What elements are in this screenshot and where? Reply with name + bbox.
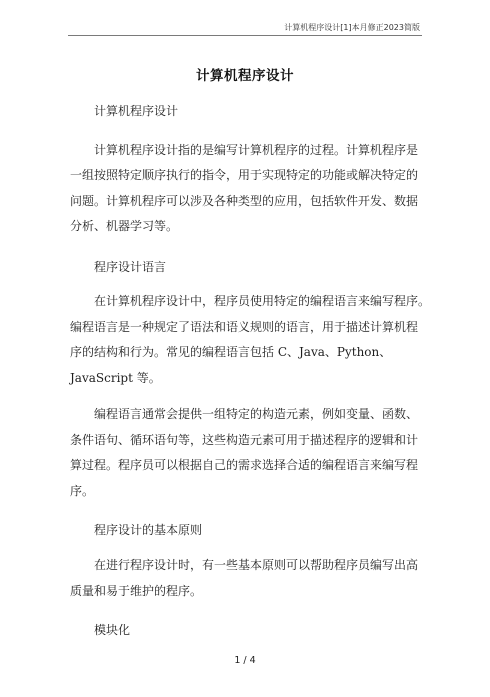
- running-header: 计算机程序设计[1]本月修正2023简版: [284, 23, 420, 32]
- section-heading-modularity: 模块化: [94, 623, 131, 637]
- paragraph-line: 在计算机程序设计中，程序员使用特定的编程语言来编写程序。: [94, 294, 431, 308]
- document-title: 计算机程序设计: [196, 68, 294, 84]
- paragraph-line: 序的结构和行为。常见的编程语言包括 C、Java、Python、: [70, 345, 392, 359]
- paragraph-line: 质量和易于维护的程序。: [70, 584, 203, 598]
- paragraph-line: 计算机程序设计指的是编写计算机程序的过程。计算机程序是: [94, 143, 419, 157]
- paragraph-line: 一组按照特定顺序执行的指令，用于实现特定的功能或解决特定的: [70, 168, 419, 182]
- section-heading-intro: 计算机程序设计: [94, 104, 179, 118]
- paragraph-line: 编程语言是一种规定了语法和语义规则的语言，用于描述计算机程: [70, 320, 419, 334]
- paragraph-line: 条件语句、循环语句等，这些构造元素可用于描述程序的逻辑和计: [70, 433, 419, 447]
- paragraph-line: 序。: [70, 484, 95, 498]
- header-divider: [68, 35, 422, 36]
- paragraph-line: 算过程。程序员可以根据自己的需求选择合适的编程语言来编写程: [70, 458, 419, 472]
- paragraph-line: 分析、机器学习等。: [70, 219, 179, 233]
- section-heading-languages: 程序设计语言: [94, 260, 167, 274]
- section-heading-principles: 程序设计的基本原则: [94, 523, 203, 537]
- paragraph-line: 编程语言通常会提供一组特定的构造元素，例如变量、函数、: [94, 407, 419, 421]
- page-number: 1 / 4: [234, 655, 256, 666]
- paragraph-line: JavaScript 等。: [70, 371, 161, 385]
- paragraph-line: 在进行程序设计时，有一些基本原则可以帮助程序员编写出高: [94, 558, 419, 572]
- paragraph-line: 问题。计算机程序可以涉及各种类型的应用，包括软件开发、数据: [70, 194, 419, 208]
